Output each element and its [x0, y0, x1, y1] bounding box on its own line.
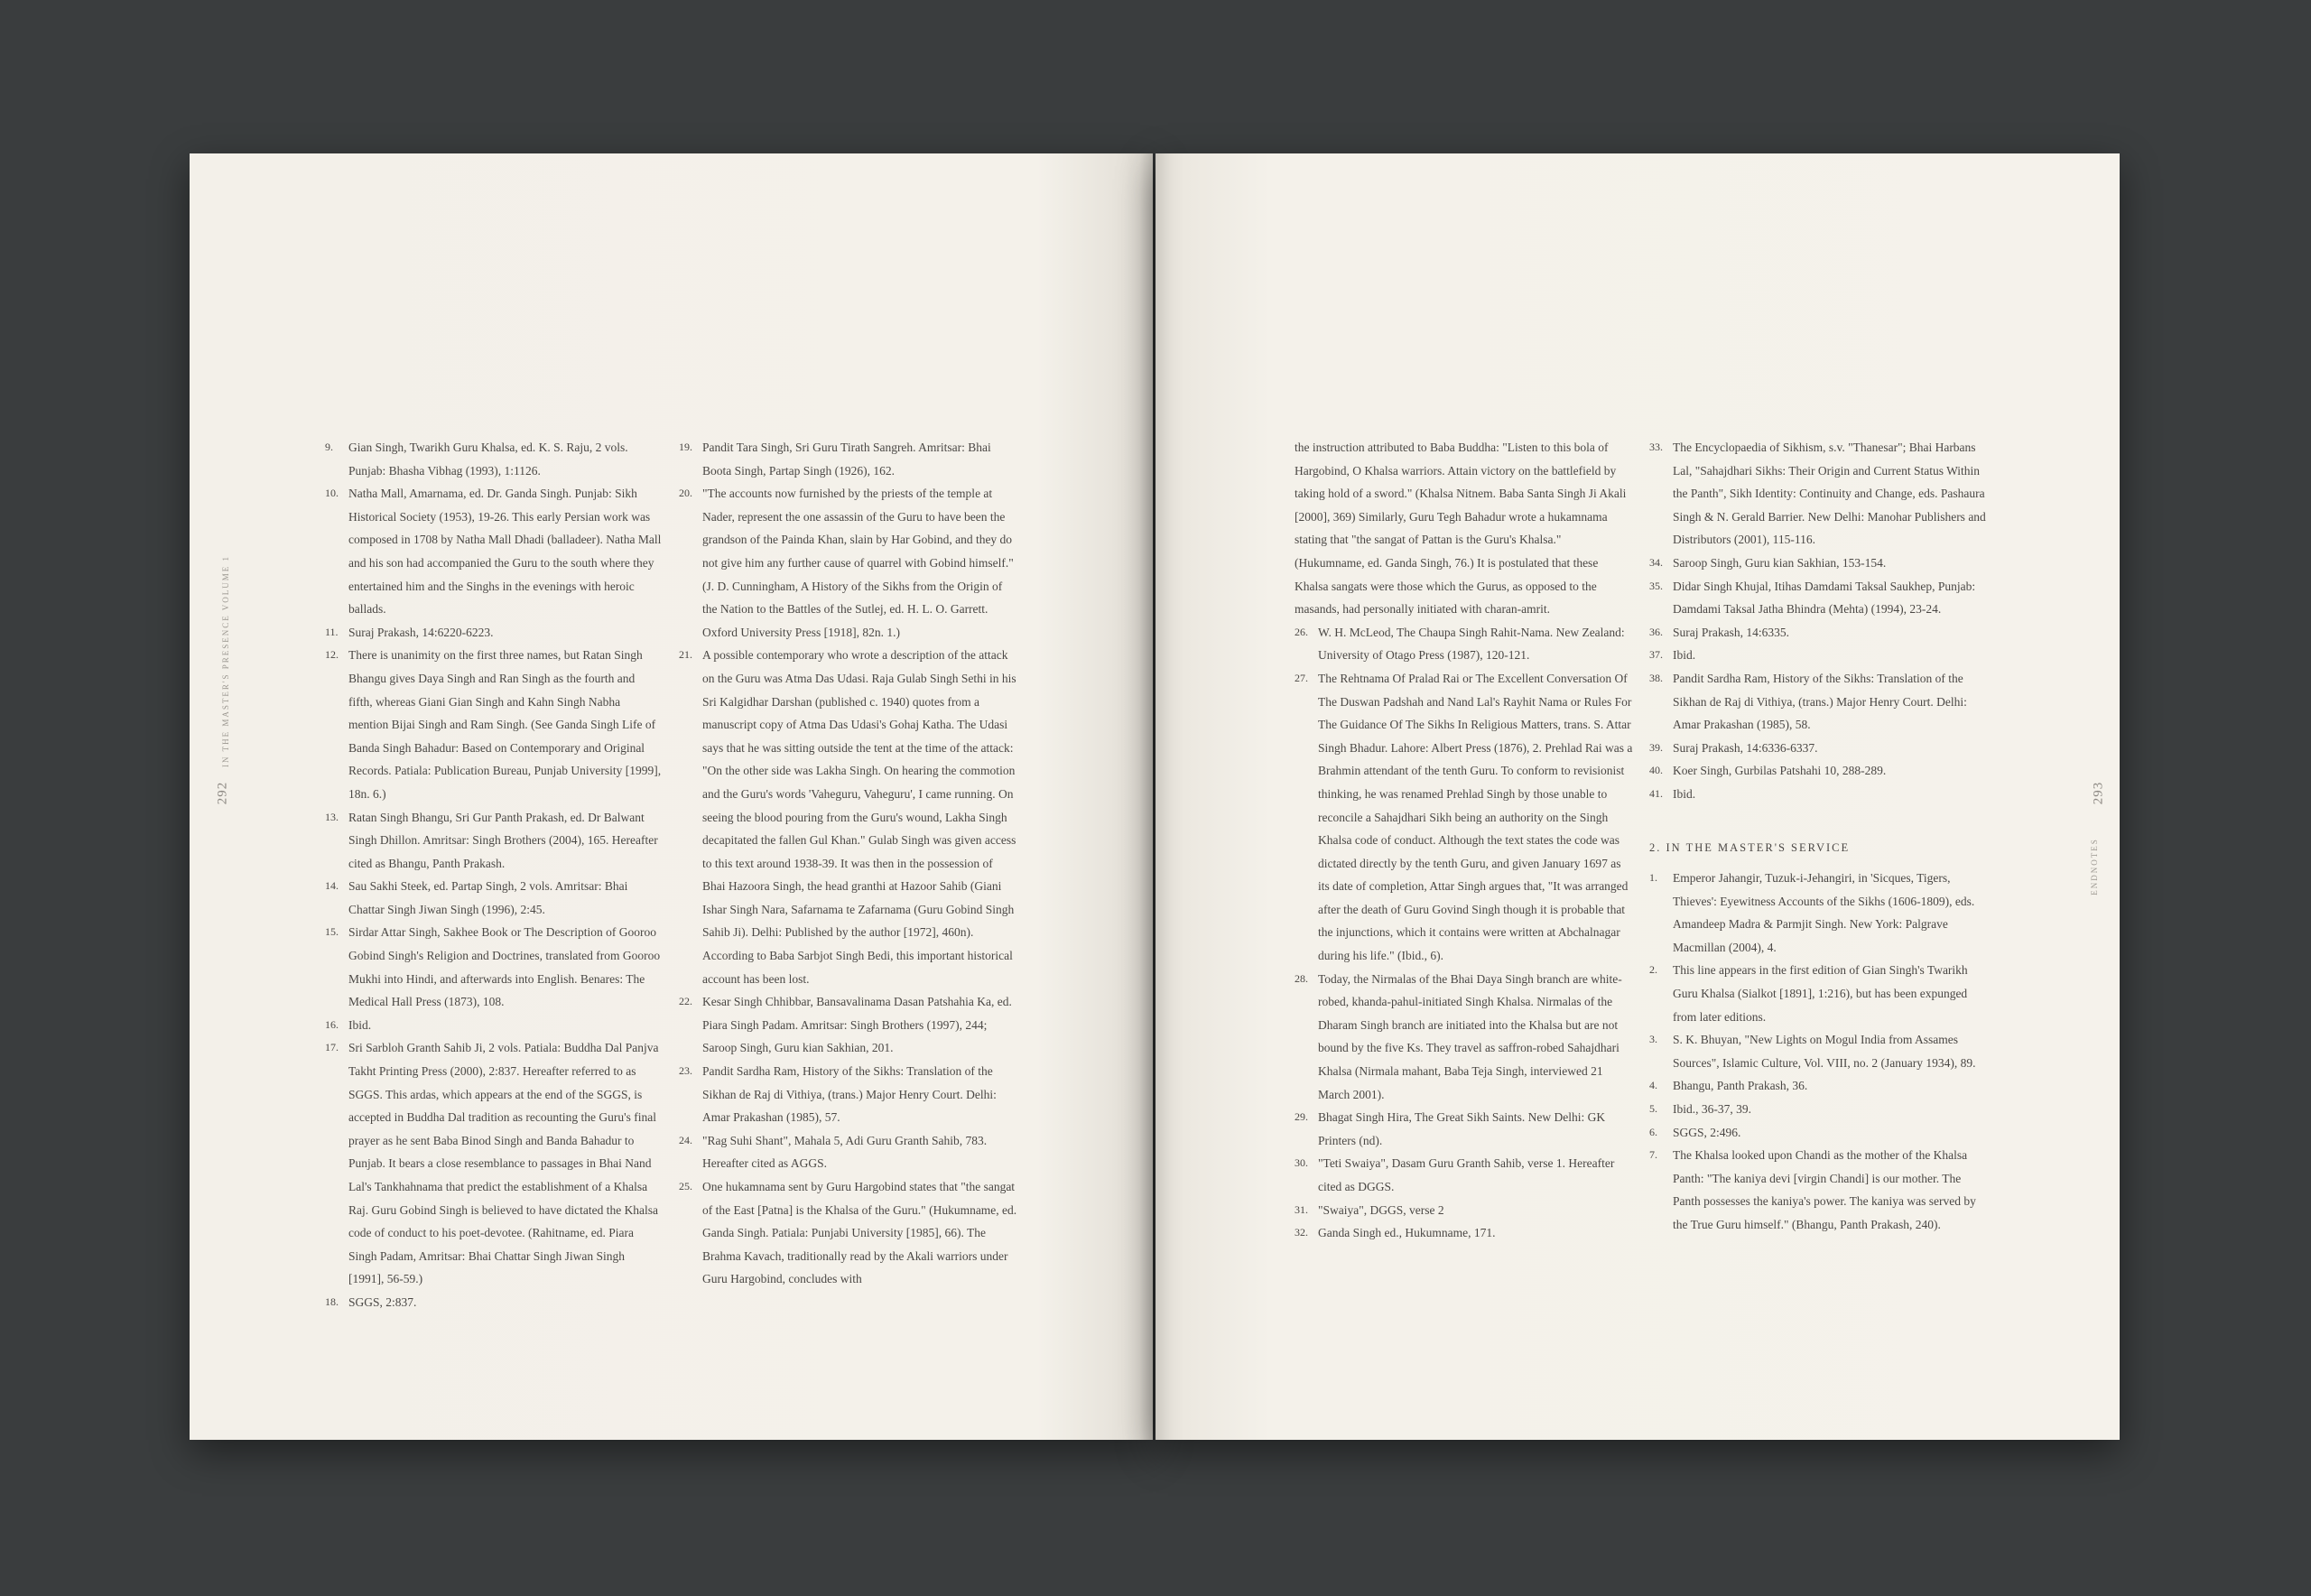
left-running-head: IN THE MASTER'S PRESENCE VOLUME 1	[221, 554, 230, 767]
endnote-text: The Rehtnama Of Pralad Rai or The Excellent Conversation Of The Duswan Padshah and Nand Lal's Rayhit Nama or Rules For The Guidance Of The Sikhs In Religious Matters, trans. S. Attar Singh Bhadur. Lahore: Albert Press (1876), 2. Prehlad Rai was a Brahmin attendant of the tenth Guru. To conform to revisionist thinking, he was renamed Prehlad Singh by those unable to reconcile a Sahajdhari Sikh being an authority on the Singh Khalsa code of conduct. Although the text states the code was dictated directly by the tenth Guru, and given January 1697 as its date of completion, Attar Singh argues that, "It was arranged after the death of Guru Govind Singh though it is probable that the injunctions, which it contains were written at Abchalnagar during his life." (Ibid., 6).	[1318, 671, 1633, 963]
endnote	[325, 806, 662, 876]
endnote	[679, 644, 1017, 990]
endnote-number: 7.	[1649, 1148, 1657, 1162]
endnote	[1649, 575, 1987, 621]
endnote-number: 20.	[679, 487, 692, 500]
endnote-text: Emperor Jahangir, Tuzuk-i-Jehangiri, in 'Sicques, Tigers, Thieves': Eyewitness Accounts of the Sikhs (1606-1809), eds. Amandeep Madra & Parmjit Singh. New York: Palgrave Macmillan (2004), 4.	[1673, 871, 1975, 954]
endnote-text: Suraj Prakash, 14:6336-6337.	[1673, 740, 1818, 755]
endnote-text: Didar Singh Khujal, Itihas Damdami Taksal Saukhep, Punjab: Damdami Taksal Jatha Bhindra (Mehta) (1994), 23-24.	[1673, 579, 1976, 617]
endnote	[1295, 667, 1633, 968]
endnote-text: Pandit Sardha Ram, History of the Sikhs: Translation of the Sikhan de Raj di Vithiya, (trans.) Major Henry Court. Delhi: Amar Prakashan (1985), 58.	[1673, 671, 1967, 732]
endnote-number: 39.	[1649, 740, 1663, 754]
left-column-2	[679, 436, 1017, 1291]
endnote-text: Ganda Singh ed., Hukumname, 171.	[1318, 1226, 1496, 1240]
endnote-text: A possible contemporary who wrote a description of the attack on the Guru was Atma Das Udasi. Raja Gulab Singh Sethi in his Sri Kalgidhar Darshan (published c. 1940) quotes from a manuscript copy of Atma Das Udasi's Gohaj Katha. The Udasi says that he was sitting outside the tent at the time of the attack: "On the other side was Lakha Singh. On hearing the commotion and the Guru's words 'Vaheguru, Vaheguru', I came running. On seeing the blood pouring from the Guru's wound, Lakha Singh decapitated the fallen Gul Khan." Gulab Singh was given access to this text around 1938-39. It was then in the possession of Bhai Hazoora Singh, the head granthi at Hazoor Sahib (Giani Ishar Singh Nara, Safarnama te Zafarnama (Guru Gobind Singh Sahib Ji). Delhi: Published by the author [1972], 460n). According to Baba Sarbjot Singh Bedi, this important historical account has been lost.	[702, 648, 1016, 986]
right-folio: 293	[2091, 781, 2106, 805]
endnote-number: 37.	[1649, 648, 1663, 662]
endnote-text: "Teti Swaiya", Dasam Guru Granth Sahib, verse 1. Hereafter cited as DGGS.	[1318, 1156, 1615, 1193]
endnote	[1649, 867, 1987, 959]
endnote-number: 36.	[1649, 625, 1663, 638]
endnote-text: This line appears in the first edition of Gian Singh's Twarikh Guru Khalsa (Sialkot [1891], 1:216), but has been expunged from later editions.	[1673, 963, 1968, 1024]
endnote-number: 10.	[325, 487, 339, 500]
endnote	[679, 1175, 1017, 1291]
endnote-text: Ibid.	[1673, 648, 1696, 663]
endnote-number: 29.	[1295, 1110, 1308, 1124]
left-column-1	[325, 436, 662, 1314]
endnote	[325, 436, 662, 482]
endnote	[679, 482, 1017, 644]
endnote-text: There is unanimity on the first three names, but Ratan Singh Bhangu gives Daya Singh and Ran Singh as the fourth and fifth, whereas Giani Gian Singh and Kahn Singh Nabha mention Bijai Singh and Ram Singh. (See Ganda Singh Life of Banda Singh Bahadur: Based on Contemporary and Original Records. Patiala: Publication Bureau, Punjab University [1999], 18n. 6.)	[348, 648, 662, 801]
endnote-text: S. K. Bhuyan, "New Lights on Mogul India from Assames Sources", Islamic Culture, Vol. VIII, no. 2 (January 1934), 89.	[1673, 1033, 1976, 1070]
endnote-text: Suraj Prakash, 14:6335.	[1673, 625, 1789, 639]
endnote-number: 41.	[1649, 786, 1663, 800]
endnote-number: 38.	[1649, 671, 1663, 684]
endnote-text: Pandit Tara Singh, Sri Guru Tirath Sangreh. Amritsar: Bhai Boota Singh, Partap Singh (1926), 162.	[702, 441, 991, 478]
endnote-text: One hukamnama sent by Guru Hargobind states that "the sangat of the East [Patna] is the Khalsa of the Guru." (Hukumname, ed. Ganda Singh. Patiala: Punjabi University [1985], 66). The Brahma Kavach, traditionally read by the Akali warriors under Guru Hargobind, concludes with	[702, 1180, 1017, 1286]
endnote	[679, 1129, 1017, 1175]
endnote-number: 6.	[1649, 1125, 1657, 1138]
endnote-text: Ibid.	[348, 1017, 372, 1032]
endnote	[1295, 621, 1633, 667]
endnote	[1649, 621, 1987, 645]
endnote	[325, 875, 662, 921]
endnote	[1649, 1144, 1987, 1236]
endnote-text: Sau Sakhi Steek, ed. Partap Singh, 2 vols. Amritsar: Bhai Chattar Singh Jiwan Singh (1996), 2:45.	[348, 879, 628, 916]
endnote	[1295, 1152, 1633, 1198]
endnote-text: Ibid.	[1673, 786, 1696, 801]
endnote	[325, 621, 662, 645]
endnote-text: Sirdar Attar Singh, Sakhee Book or The Description of Gooroo Gobind Singh's Religion and Doctrines, translated from Gooroo Mukhi into Hindi, and afterwards into English. Benares: The Medical Hall Press (1873), 108.	[348, 925, 661, 1009]
endnote	[1649, 783, 1987, 806]
endnote	[325, 1036, 662, 1291]
section-heading: 2. IN THE MASTER'S SERVICE	[1649, 840, 1851, 854]
endnote-number: 11.	[325, 625, 339, 638]
endnote-text: Pandit Sardha Ram, History of the Sikhs: Translation of the Sikhan de Raj di Vithiya, (trans.) Major Henry Court. Delhi: Amar Prakashan (1985), 57.	[702, 1064, 997, 1125]
endnote-number: 34.	[1649, 555, 1663, 569]
endnote-text: Suraj Prakash, 14:6220-6223.	[348, 625, 494, 639]
endnote	[1649, 1098, 1987, 1121]
endnote-text: Natha Mall, Amarnama, ed. Dr. Ganda Singh. Punjab: Sikh Historical Society (1953), 19-26. This early Persian work was composed in 1708 by Natha Mall Dhadi (balladeer). Natha Mall and his son had accompanied the Guru to the south where they entertained him and the Singhs in the evenings with heroic ballads.	[348, 487, 662, 617]
endnote	[1295, 1106, 1633, 1152]
endnote	[1295, 1221, 1633, 1245]
right-column-1	[1295, 436, 1633, 1245]
endnote-text: the instruction attributed to Baba Buddha: "Listen to this bola of Hargobind, O Khalsa warriors. Attain victory on the battlefield by taking hold of a sword." (Khalsa Nitnem. Baba Santa Singh Ji Akali [2000], 369) Similarly, Guru Tegh Bahadur wrote a hukamnama stating that "the sangat of Pattan is the Guru's Khalsa." (Hukumname, ed. Ganda Singh, 76.) It is postulated that these Khalsa sangats were those which the Gurus, as opposed to the masands, had personally initiated with charan-amrit.	[1295, 441, 1627, 617]
endnote-text: The Khalsa looked upon Chandi as the mother of the Khalsa Panth: "The kaniya devi [virgin Chandi] is our mother. The Panth possesses the kaniya's power. The kaniya was served by the True Guru himself." (Bhangu, Panth Prakash, 240).	[1673, 1148, 1976, 1231]
endnote-number: 17.	[325, 1041, 339, 1054]
endnote-number: 32.	[1295, 1226, 1308, 1239]
endnote	[325, 482, 662, 621]
endnote-text: "Rag Suhi Shant", Mahala 5, Adi Guru Granth Sahib, 783. Hereafter cited as AGGS.	[702, 1133, 988, 1171]
endnote-number: 35.	[1649, 579, 1663, 592]
endnote	[1295, 968, 1633, 1107]
endnote	[679, 436, 1017, 482]
endnote-number: 28.	[1295, 971, 1308, 985]
endnote-text: Gian Singh, Twarikh Guru Khalsa, ed. K. S. Raju, 2 vols. Punjab: Bhasha Vibhag (1993), 1:1126.	[348, 441, 628, 478]
endnote	[679, 990, 1017, 1060]
endnote-text: SGGS, 2:837.	[348, 1294, 417, 1309]
endnote	[679, 1060, 1017, 1129]
endnote-text: Ratan Singh Bhangu, Sri Gur Panth Prakash, ed. Dr Balwant Singh Dhillon. Amritsar: Singh Brothers (2004), 165. Hereafter cited as Bhangu, Panth Prakash.	[348, 810, 658, 870]
endnote	[325, 1014, 662, 1037]
endnote	[1649, 1121, 1987, 1145]
endnote-text: Koer Singh, Gurbilas Patshahi 10, 288-289.	[1673, 764, 1887, 778]
endnote-text: Today, the Nirmalas of the Bhai Daya Singh branch are white-robed, khanda-pahul-initiated Singh Khalsa. Nirmalas of the Dharam Singh branch are initiated into the Khalsa but are not bound by the five Ks. They travel as saffron-robed Sahajdhari Khalsa (Nirmala mahant, Baba Teja Singh, interviewed 21 March 2001).	[1318, 971, 1622, 1101]
endnote	[1649, 552, 1987, 575]
endnote-text: Saroop Singh, Guru kian Sakhian, 153-154.	[1673, 555, 1887, 570]
right-running-head: ENDNOTES	[2090, 838, 2099, 895]
right-column-2	[1649, 436, 1987, 1237]
endnote	[1649, 1074, 1987, 1098]
endnote-number: 5.	[1649, 1102, 1657, 1116]
endnote	[1295, 1199, 1633, 1222]
endnote	[1649, 644, 1987, 667]
endnote-number: 14.	[325, 879, 339, 893]
endnote-number: 9.	[325, 441, 333, 453]
endnote-number: 25.	[679, 1180, 692, 1192]
endnote-number: 2.	[1649, 963, 1657, 977]
endnote-number: 13.	[325, 810, 339, 823]
endnote-number: 33.	[1649, 441, 1663, 453]
endnote-number: 27.	[1295, 671, 1308, 684]
endnote	[325, 644, 662, 805]
endnote-text: "Swaiya", DGGS, verse 2	[1318, 1202, 1444, 1217]
endnote	[1649, 1028, 1987, 1074]
endnote-number: 1.	[1649, 871, 1657, 885]
endnote-text: W. H. McLeod, The Chaupa Singh Rahit-Nama. New Zealand: University of Otago Press (1987), 120-121.	[1318, 625, 1625, 663]
endnote-number: 31.	[1295, 1202, 1308, 1216]
endnote-number: 18.	[325, 1294, 339, 1308]
endnote-number: 15.	[325, 925, 339, 939]
endnote-number: 3.	[1649, 1033, 1657, 1046]
endnote-text: Kesar Singh Chhibbar, Bansavalinama Dasan Patshahia Ka, ed. Piara Singh Padam. Amritsar: Singh Brothers (1997), 244; Saroop Singh, Guru kian Sakhian, 201.	[702, 995, 1012, 1055]
endnote-text: Sri Sarbloh Granth Sahib Ji, 2 vols. Patiala: Buddha Dal Panjva Takht Printing Press (2000), 2:837. Hereafter referred to as SGGS. This ardas, which appears at the end of the SGGS, is accepted in Buddha Dal tradition as recounting the Guru's final prayer as he sent Baba Binod Singh and Banda Bahadur to Punjab. It bears a close resemblance to passages in Bhai Nand Lal's Tankhahnama that predict the establishment of a Khalsa Raj. Guru Gobind Singh is believed to have dictated the Khalsa code of conduct to his poet-devotee. (Rahitname, ed. Piara Singh Padam, Amritsar: Bhai Chattar Singh Jiwan Singh [1991], 56-59.)	[348, 1041, 659, 1286]
endnote	[325, 921, 662, 1013]
endnote-number: 19.	[679, 441, 692, 453]
endnote-number: 30.	[1295, 1156, 1308, 1170]
endnote-number: 40.	[1649, 764, 1663, 777]
endnote	[1649, 959, 1987, 1028]
endnote	[1649, 667, 1987, 737]
endnote-text: Bhangu, Panth Prakash, 36.	[1673, 1079, 1808, 1093]
endnote-number: 21.	[679, 648, 692, 662]
endnote-text: Ibid., 36-37, 39.	[1673, 1102, 1751, 1117]
endnote	[1649, 759, 1987, 783]
endnote	[1295, 436, 1633, 621]
endnote-number: 26.	[1295, 625, 1308, 638]
endnote	[1649, 737, 1987, 760]
endnote-text: SGGS, 2:496.	[1673, 1125, 1741, 1139]
endnote-text: The Encyclopaedia of Sikhism, s.v. "Thanesar"; Bhai Harbans Lal, "Sahajdhari Sikhs: Their Origin and Current Status Within the Panth", Sikh Identity: Continuity and Change, eds. Pashaura Singh & N. Gerald Barrier. New Delhi: Manohar Publishers and Distributors (2001), 115-116.	[1673, 441, 1986, 547]
endnote-text: "The accounts now furnished by the priests of the temple at Nader, represent the one assassin of the Guru to have been the grandson of the Painda Khan, slain by Har Gobind, and they do not give him any further cause of quarrel with Gobind himself." (J. D. Cunningham, A History of the Sikhs from the Origin of the Nation to the Battles of the Sutlej, ed. H. L. O. Garrett. Oxford University Press [1918], 82n. 1.)	[702, 487, 1014, 639]
endnote-number: 22.	[679, 995, 692, 1008]
endnote	[325, 1291, 662, 1314]
endnote-number: 23.	[679, 1064, 692, 1078]
endnote-text: Bhagat Singh Hira, The Great Sikh Saints. New Delhi: GK Printers (nd).	[1318, 1110, 1606, 1147]
endnote	[1649, 436, 1987, 552]
endnote-number: 24.	[679, 1133, 692, 1146]
endnote-number: 12.	[325, 648, 339, 662]
endnote-number: 16.	[325, 1017, 339, 1031]
left-folio: 292	[215, 781, 230, 805]
endnote-number: 4.	[1649, 1079, 1657, 1092]
